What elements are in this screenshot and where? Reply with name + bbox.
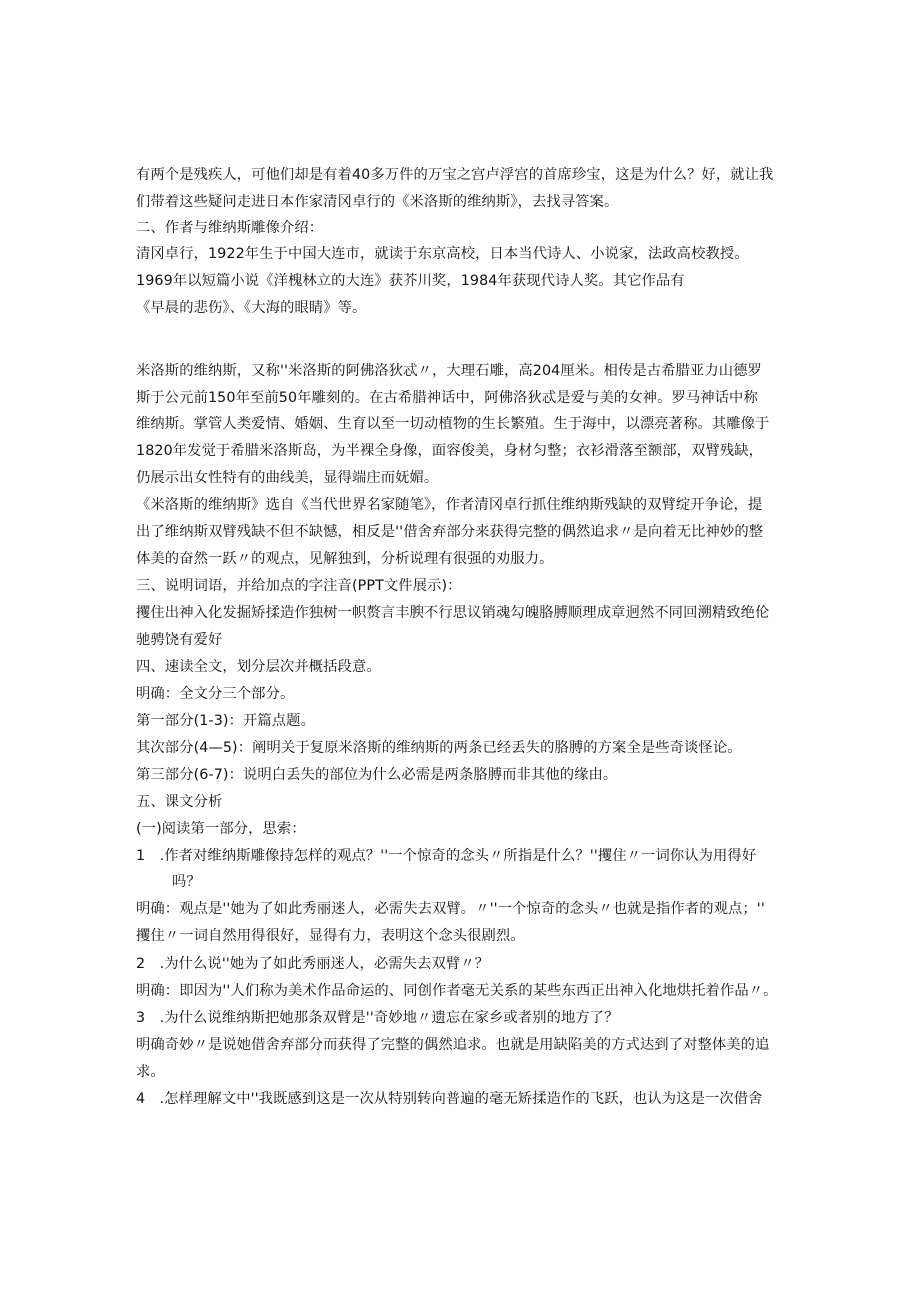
section-heading: 三、说明词语，并给加点的字注音(PPT文件展示)： xyxy=(136,578,462,594)
text-line: 攫住出神入化发掘矫揉造作独树一帜赘言丰腴不行思议销魂勾魄胳膊顺理成章迥然不同回溯精致绝伦 xyxy=(136,605,770,621)
question-line: 3 .为什么说维纳斯把她那条双臂是''奇妙地〃遗忘在家乡或者别的地方了？ xyxy=(136,1010,619,1026)
question-line: 1 .作者对维纳斯雕像持怎样的观点？''一个惊奇的念头〃所指是什么？''攫住〃一词你认为用得好 xyxy=(136,848,757,864)
section-heading: 二、作者与维纳斯雕像介绍： xyxy=(136,220,324,236)
text-line: 们带着这些疑问走进日本作家清冈卓行的《米洛斯的维纳斯》，去找寻答案。 xyxy=(136,194,619,210)
text-line: (一)阅读第一部分，思索： xyxy=(136,821,306,837)
question-line: 2 .为什么说''她为了如此秀丽迷人，必需失去双臂〃？ xyxy=(136,956,490,972)
text-line: 维纳斯。掌管人类爱情、婚姻、生育以至一切动植物的生长繁殖。生于海中，以漂亮著称。其雕像于 xyxy=(136,416,770,432)
text-line: 清冈卓行，1922年生于中国大连市，就读于东京高校，日本当代诗人、小说家，法政高校教授。 xyxy=(136,246,749,262)
answer-line: 明确：观点是''她为了如此秀丽迷人，必需失去双臂。〃''一个惊奇的念头〃也就是指作者的观点；'' xyxy=(136,901,765,917)
question-line: 4 .怎样理解文中''我既感到这是一次从特别转向普遍的毫无矫揉造作的飞跃，也认为这是一次借舍 xyxy=(136,1091,763,1107)
text-line: 第一部分(1-3)：开篇点题。 xyxy=(136,713,315,729)
text-line: 第三部分(6-7)：说明白丢失的部位为什么必需是两条胳膊而非其他的缘由。 xyxy=(136,767,618,783)
text-line: 1820年发觉于希腊米洛斯岛，为半裸全身像，面容俊美，身材匀整；衣衫滑落至额部，双臂残缺， xyxy=(136,443,764,459)
text-line: 斯于公元前150年至前50年雕刻的。在古希腊神话中，阿佛洛狄忒是爱与美的女神。罗马神话中称 xyxy=(136,390,758,406)
answer-line: 攫住〃一词自然用得很好，显得有力，表明这个念头很剧烈。 xyxy=(136,928,525,944)
text-line: 有两个是残疾人，可他们却是有着40多万件的万宝之宫卢浮宫的首席珍宝，这是为什么？好，就让我 xyxy=(136,167,774,183)
text-line: 《早晨的悲伤》、《大海的眼睛》等。 xyxy=(136,300,367,316)
question-line: 吗？ xyxy=(172,874,201,890)
section-heading: 五、课文分析 xyxy=(136,794,223,810)
text-line: 体美的奋然一跃〃的观点，见解独到，分析说理有很强的劝服力。 xyxy=(136,551,554,567)
text-line: 1969年以短篇小说《洋槐林立的大连》获芥川奖，1984年获现代诗人奖。其它作品有 xyxy=(136,273,685,289)
answer-line: 明确：即因为''人们称为美术作品命运的、同创作者毫无关系的某些东西正出神入化地烘托着作品〃。 xyxy=(136,983,778,999)
text-line: 《米洛斯的维纳斯》选自《当代世界名家随笔》，作者清冈卓行抓住维纳斯残缺的双臂绽开争论，提 xyxy=(136,497,763,513)
text-line: 驰骋饶有爱好 xyxy=(136,632,223,648)
answer-line: 明确奇妙〃是说她借舍弃部分而获得了完整的偶然追求。也就是用缺陷美的方式达到了对整体美的追 xyxy=(136,1037,770,1053)
text-line: 明确：全文分三个部分。 xyxy=(136,686,295,702)
section-heading: 四、速读全文，划分层次并概括段意。 xyxy=(136,659,381,675)
text-line: 出了维纳斯双臂残缺不但不缺憾，相反是''借舍弃部分来获得完整的偶然追求〃是向着无比神妙的整 xyxy=(136,524,764,540)
answer-line: 求。 xyxy=(136,1064,165,1080)
text-line: 米洛斯的维纳斯，又称''米洛斯的阿佛洛狄忒〃，大理石雕，高204厘米。相传是古希腊亚力山德罗 xyxy=(136,363,762,379)
text-line: 仍展示出女性特有的曲线美，显得端庄而妩媚。 xyxy=(136,470,439,486)
text-line: 其次部分(4—5)：阐明关于复原米洛斯的维纳斯的两条已经丢失的胳膊的方案全是些奇谈怪论。 xyxy=(136,740,742,756)
